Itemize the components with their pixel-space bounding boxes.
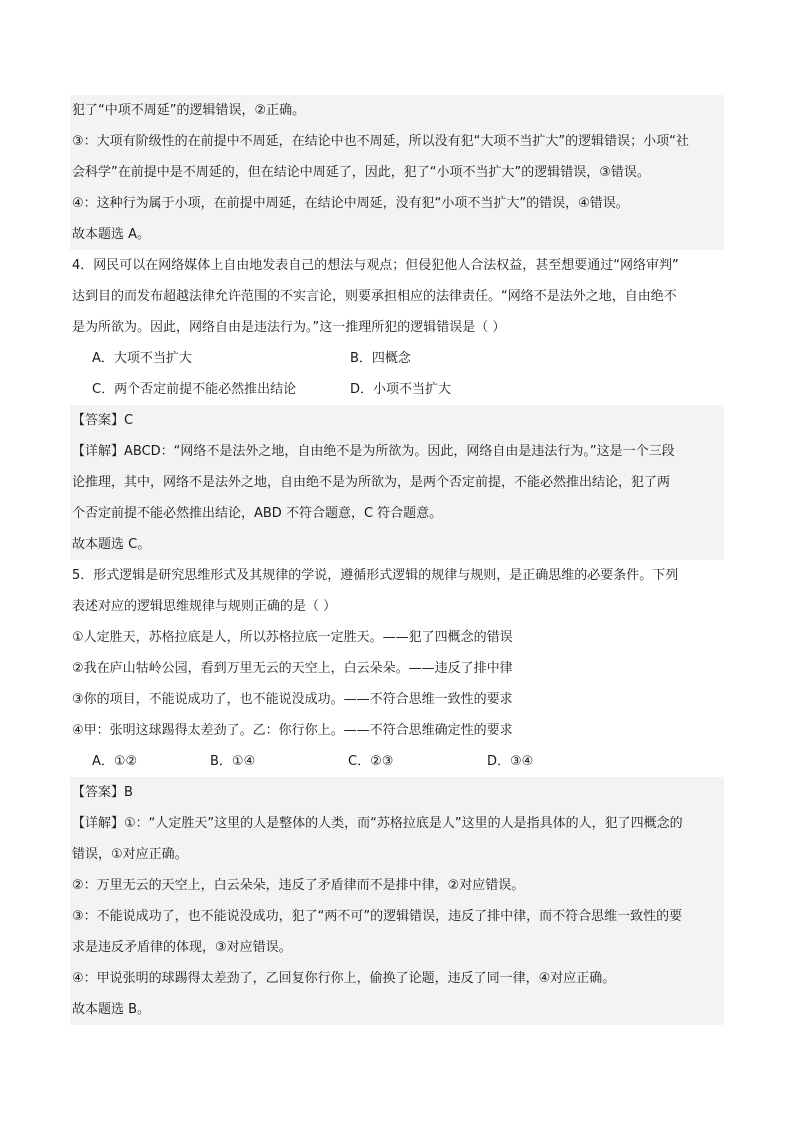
- text-line: 达到目的而发布超越法律允许范围的不实言论，则要承担相应的法律责任。“网络不是法外之地，自由绝不: [72, 289, 677, 304]
- text-line: 故本题选 A。: [70, 219, 724, 250]
- answer-options-row: [70, 374, 724, 405]
- text-line: 求是违反矛盾律的体现，③对应错误。: [70, 932, 724, 963]
- answer-option: D．小项不当扩大: [350, 382, 452, 397]
- text-line: ①人定胜天，苏格拉底是人，所以苏格拉底一定胜天。——犯了四概念的错误: [72, 630, 513, 645]
- text-line: 表述对应的逻辑思维规律与规则正确的是（ ）: [72, 599, 337, 614]
- document-page: [70, 95, 724, 1025]
- answer-options-row: [70, 343, 724, 374]
- text-line: ④：这种行为属于小项，在前提中周延，在结论中周延，没有犯“小项不当扩大”的错误，④错误。: [70, 188, 724, 219]
- text-line: 【答案】C: [70, 405, 724, 436]
- text-line: 犯了“中项不周延”的逻辑错误，②正确。: [70, 95, 724, 126]
- text-line: 是为所欲为。因此，网络自由是违法行为。”这一推理所犯的逻辑错误是（ ）: [72, 320, 506, 335]
- answer-option: D．③④: [487, 754, 534, 769]
- text-line: ②我在庐山牯岭公园，看到万里无云的天空上，白云朵朵。——违反了排中律: [72, 661, 513, 676]
- text-line: ④：甲说张明的球踢得太差劲了，乙回复你行你上，偷换了论题，违反了同一律，④对应正确。: [70, 963, 724, 994]
- text-line: 故本题选 B。: [70, 994, 724, 1025]
- text-line: 论推理，其中，网络不是法外之地，自由绝不是为所欲为，是两个否定前提，不能必然推出结论，犯了两: [70, 467, 724, 498]
- text-line: 【答案】B: [70, 777, 724, 808]
- answer-option: C．②③: [348, 754, 394, 769]
- text-line: 故本题选 C。: [70, 529, 724, 560]
- text-line: 错误，①对应正确。: [70, 839, 724, 870]
- text-line: 4．网民可以在网络媒体上自由地发表自己的想法与观点；但侵犯他人合法权益，甚至想要通过“网络审判”: [72, 258, 679, 273]
- answer-option: B．①④: [210, 754, 256, 769]
- answer-option: A．大项不当扩大: [92, 351, 192, 366]
- text-line: 会科学”在前提中是不周延的，但在结论中周延了，因此，犯了“小项不当扩大”的逻辑错误，③错误。: [70, 157, 724, 188]
- answer-option: B．四概念: [350, 351, 411, 366]
- text-line: ②：万里无云的天空上，白云朵朵，违反了矛盾律而不是排中律，②对应错误。: [70, 870, 724, 901]
- text-line: ③你的项目，不能说成功了，也不能说没成功。——不符合思维一致性的要求: [72, 692, 513, 707]
- text-line: ④甲：张明这球踢得太差劲了。乙：你行你上。——不符合思维确定性的要求: [72, 723, 513, 738]
- text-line: 【详解】①：“人定胜天”这里的人是整体的人类，而“苏格拉底是人”这里的人是指具体的人，犯了四概念的: [70, 808, 724, 839]
- text-line: ③：大项有阶级性的在前提中不周延，在结论中也不周延，所以没有犯“大项不当扩大”的逻辑错误；小项“社: [70, 126, 724, 157]
- text-line: 【详解】ABCD：“网络不是法外之地，自由绝不是为所欲为。因此，网络自由是违法行为。”这是一个三段: [70, 436, 724, 467]
- answer-option: A．①②: [92, 754, 138, 769]
- text-line: 个否定前提不能必然推出结论，ABD 不符合题意，C 符合题意。: [70, 498, 724, 529]
- text-line: 5．形式逻辑是研究思维形式及其规律的学说，遵循形式逻辑的规律与规则，是正确思维的必要条件。下列: [72, 568, 679, 583]
- text-line: ③：不能说成功了，也不能说没成功，犯了“两不可”的逻辑错误，违反了排中律，而不符合思维一致性的要: [70, 901, 724, 932]
- answer-option: C．两个否定前提不能必然推出结论: [92, 382, 297, 397]
- answer-options-row: [70, 746, 724, 777]
